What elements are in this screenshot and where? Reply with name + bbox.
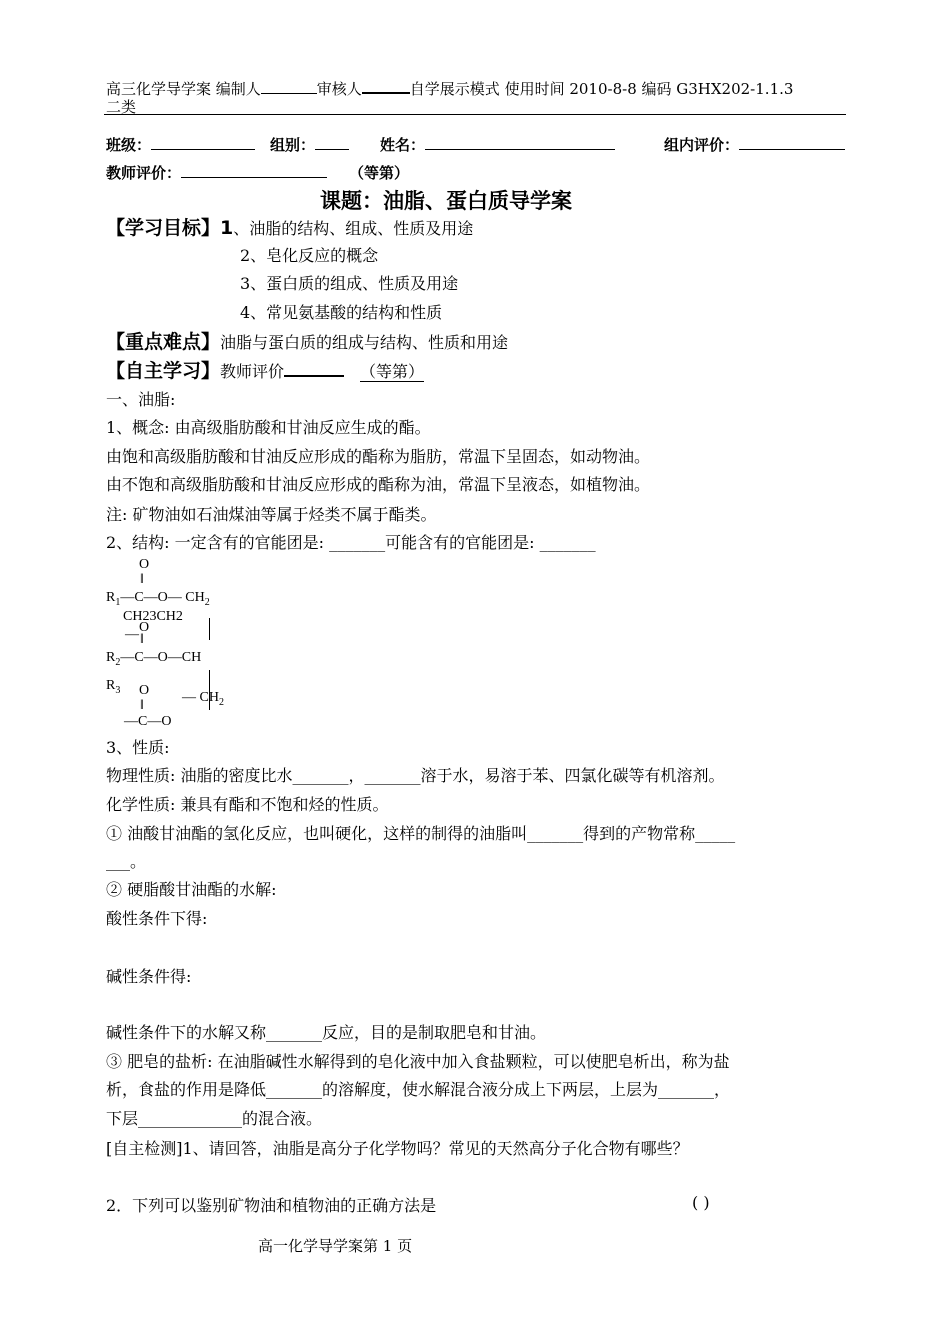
- hydrogenation-b: 得到的产物常称: [583, 824, 696, 843]
- goals-item1: 、油脂的结构、组成、性质及用途: [233, 219, 474, 238]
- chem-r1: R: [106, 590, 116, 605]
- physical-a: 物理性质: 油脂的密度比水: [106, 766, 293, 785]
- chem-dash2: —: [125, 627, 139, 642]
- header-reviewer: 审核人: [316, 80, 362, 98]
- chem-ch2b-text: — CH: [182, 690, 219, 705]
- salting-out-1: ③ 肥皂的盐析: 在油脂碱性水解得到的皂化液中加入食盐颗粒，可以使肥皂析出，称为盐: [106, 1052, 730, 1071]
- chem-r2: R: [106, 650, 116, 665]
- header-mode: 自学展示模式 使用时间 2010-8-8 编码 G3HX202-1.1.3: [409, 80, 794, 98]
- chem-ester1: —C—O— CH: [120, 590, 205, 605]
- salting-b: 的溶解度，使水解混合液分成上下两层，上层为: [322, 1080, 659, 1099]
- salting-c: ，: [714, 1080, 731, 1099]
- goals-item1-num: 1: [220, 217, 234, 239]
- self-check-1: [自主检测]1、请回答，油脂是高分子化学物吗？常见的天然高分子化合物有哪些？: [106, 1139, 689, 1158]
- saponification-b: 反应，目的是制取肥皂和甘油。: [322, 1023, 547, 1042]
- structure-blank-a[interactable]: _______: [329, 533, 386, 552]
- class-blank[interactable]: [151, 149, 255, 150]
- structure-blank-b[interactable]: _______: [539, 533, 596, 552]
- self-suffix: （等第）: [360, 362, 425, 381]
- acidic: 酸性条件下得:: [106, 909, 208, 928]
- teacher-eval-field[interactable]: [106, 162, 409, 183]
- self-text: 教师评价: [220, 362, 285, 381]
- header-compiler: 高三化学导学案 编制人: [106, 80, 261, 98]
- name-field[interactable]: [380, 134, 615, 155]
- chem-ester2: —C—O—CH: [120, 650, 202, 665]
- page-title: 课题：油脂、蛋白质导学案: [320, 189, 572, 213]
- lower-layer-blank[interactable]: _____________: [138, 1109, 243, 1128]
- header-rule: [104, 114, 846, 115]
- physical-props: [106, 763, 725, 786]
- chem-row1: [106, 590, 210, 608]
- grade-suffix: （等第）: [349, 165, 410, 182]
- hydrogenation: [106, 821, 735, 844]
- structure-row: [106, 530, 596, 553]
- structure-label-a: 2、结构: 一定含有的官能团是:: [106, 533, 330, 552]
- self-check-2: 2．下列可以鉴别矿物油和植物油的正确方法是: [106, 1196, 437, 1215]
- basic: 碱性条件得:: [106, 967, 192, 986]
- chem-dbl1: ‖: [140, 572, 144, 587]
- hardened-oil-blank[interactable]: _______: [527, 824, 584, 843]
- goals-row-1: [106, 213, 473, 240]
- chemical-props: 化学性质: 兼具有酯和不饱和烃的性质。: [106, 795, 389, 814]
- header-line1: [106, 78, 793, 99]
- goals-label: 【学习目标】: [106, 217, 221, 239]
- fat-def: 由饱和高级脂肪酸和甘油反应形成的酯称为脂肪，常温下呈固态，如动物油。: [106, 447, 651, 466]
- chem-ch2b-sub: 2: [218, 696, 224, 708]
- solubility-blank[interactable]: _______: [364, 766, 421, 785]
- chem-r2-sub: 2: [115, 656, 121, 668]
- structure-label-b: 可能含有的官能团是:: [385, 533, 540, 552]
- group-eval-blank[interactable]: [739, 149, 845, 150]
- chem-dbl2: ‖: [140, 632, 144, 647]
- salting-a: 析，食盐的作用是降低: [106, 1080, 267, 1099]
- section-oils: 一、油脂:: [106, 390, 176, 409]
- self-row: [106, 356, 424, 383]
- solubility-of-blank[interactable]: _______: [266, 1080, 323, 1099]
- key-row: [106, 327, 508, 354]
- chem-bond-1: [209, 618, 210, 640]
- physical-c: 溶于水，易溶于苯、四氯化碳等有机溶剂。: [420, 766, 725, 785]
- group-field[interactable]: [270, 134, 349, 155]
- product-blank-1[interactable]: _____: [695, 824, 736, 843]
- class-field[interactable]: [106, 134, 255, 155]
- teacher-eval-label: 教师评价：: [106, 165, 182, 182]
- density-blank[interactable]: _______: [292, 766, 349, 785]
- goals-item3: 3、蛋白质的组成、性质及用途: [240, 274, 459, 293]
- class-label: 班级：: [106, 137, 152, 154]
- chem-r3-row: [106, 678, 120, 696]
- salting-out-3: [106, 1106, 322, 1129]
- hydrolysis: ② 硬脂酸甘油酯的水解:: [106, 880, 277, 899]
- self-label: 【自主学习】: [106, 360, 221, 382]
- chem-r3-sub: 3: [115, 684, 121, 696]
- salting-out-2: [106, 1077, 730, 1100]
- chem-r3: R: [106, 678, 116, 693]
- answer-paren[interactable]: ( ): [692, 1193, 710, 1212]
- goals-item2: 2、皂化反应的概念: [240, 246, 379, 265]
- compiler-blank: [261, 93, 317, 94]
- hydrogenation-cont: [106, 849, 146, 872]
- group-label: 组别：: [270, 137, 316, 154]
- chem-o1: O: [139, 557, 150, 572]
- physical-b: ，: [348, 766, 365, 785]
- saponification-blank[interactable]: _______: [266, 1023, 323, 1042]
- chem-ch2-sub: 2: [204, 596, 210, 608]
- chem-ch2b: [182, 690, 224, 708]
- key-label: 【重点难点】: [106, 331, 221, 353]
- group-blank[interactable]: [315, 149, 349, 150]
- hydrogenation-end: 。: [130, 852, 147, 871]
- upper-layer-blank[interactable]: _______: [658, 1080, 715, 1099]
- chem-ch23: CH23CH2: [123, 609, 183, 624]
- teacher-eval-blank[interactable]: [181, 177, 327, 178]
- product-blank-2[interactable]: ___: [106, 852, 130, 871]
- lower-end: 的混合液。: [242, 1109, 323, 1128]
- concept: 1、概念: 由高级脂肪酸和甘油反应生成的酯。: [106, 418, 431, 437]
- name-blank[interactable]: [425, 149, 615, 150]
- properties-title: 3、性质:: [106, 738, 170, 757]
- group-eval-field[interactable]: [664, 134, 845, 155]
- name-label: 姓名：: [380, 137, 426, 154]
- key-text: 油脂与蛋白质的组成与结构、性质和用途: [220, 333, 509, 352]
- group-eval-label: 组内评价：: [664, 137, 740, 154]
- saponification: [106, 1020, 546, 1043]
- lower-label: 下层: [106, 1109, 139, 1128]
- chem-o3: O: [139, 683, 150, 698]
- page-footer: 高一化学导学案第 1 页: [258, 1237, 413, 1255]
- hydrogenation-a: ① 油酸甘油酯的氢化反应，也叫硬化，这样的制得的油脂叫: [106, 824, 528, 843]
- chem-ester3: —C—O: [124, 714, 172, 729]
- chem-dbl3: ‖: [140, 698, 144, 713]
- note: 注: 矿物油如石油煤油等属于烃类不属于酯类。: [106, 505, 437, 524]
- saponification-a: 碱性条件下的水解又称: [106, 1023, 267, 1042]
- chem-row2: [106, 650, 201, 668]
- goals-item4: 4、常见氨基酸的结构和性质: [240, 303, 443, 322]
- reviewer-blank: [362, 92, 410, 94]
- self-blank[interactable]: [284, 375, 344, 377]
- chem-r1-sub: 1: [115, 596, 121, 608]
- header-line2: 二类: [106, 98, 137, 116]
- oil-def: 由不饱和高级脂肪酸和甘油反应形成的酯称为油，常温下呈液态，如植物油。: [106, 475, 651, 494]
- chem-o2: O: [139, 620, 150, 635]
